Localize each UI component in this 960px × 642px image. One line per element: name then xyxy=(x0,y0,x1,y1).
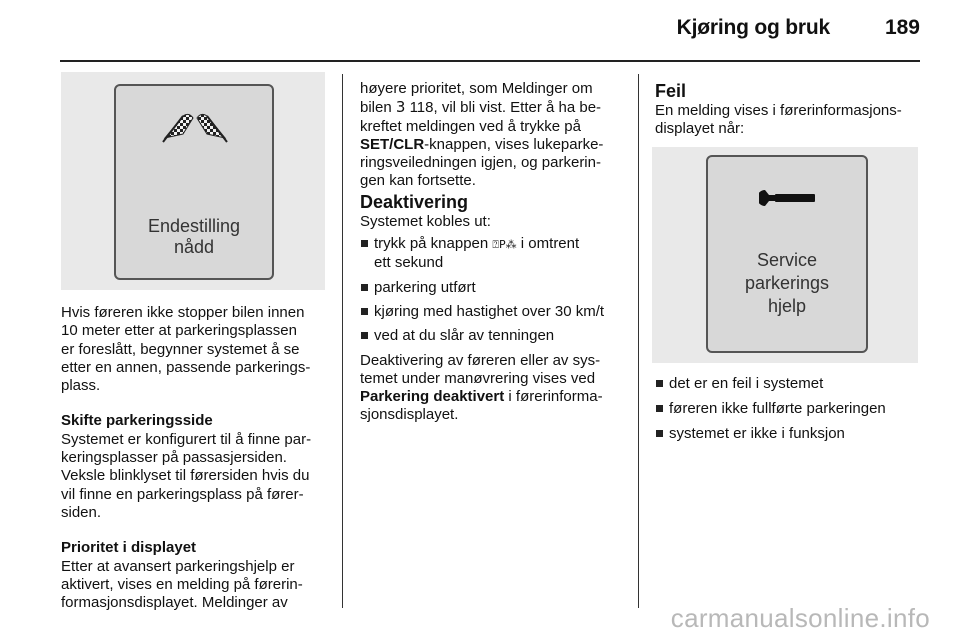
fault-list xyxy=(655,375,925,444)
column-2 xyxy=(360,80,628,425)
list-item: ved at du slår av tenningen xyxy=(360,327,628,345)
paragraph-search: Hvis føreren ikke stopper bilen innen 10 meter etter at parkeringsplassen er foreslått, begynner systemet å se etter en annen, passende parkerings- plass. xyxy=(61,304,311,395)
checkered-flags-icon xyxy=(159,108,231,144)
paragraph-deactivation-display: Deaktivering av føreren eller av sys- temet under manøvrering vises ved Parkering deaktivert i førerinforma- sjonsdisplayet. xyxy=(360,351,603,424)
watermark: carmanualsonline.info xyxy=(670,603,930,633)
list-item: systemet er ikke i funksjon xyxy=(655,425,925,443)
paragraph-priority-continued: høyere prioritet, som Meldinger om bilen 3 118, vil bli vist. Etter å ha be- kreftet meldingen ved å trykke på SET/CLR-knappen, vises lukeparke- ringsveiledningen igjen, og parkerin- gen kan fortsette. xyxy=(360,80,604,190)
list-item: det er en feil i systemet xyxy=(655,375,925,393)
page-reference-icon: 3 xyxy=(395,98,406,117)
column-divider xyxy=(342,74,343,608)
heading-deactivation: Deaktivering xyxy=(360,191,469,212)
subheading-priority: Prioritet i displayet xyxy=(61,539,197,557)
subheading-change-side: Skifte parkeringsside xyxy=(61,412,213,430)
list-item: parkering utført xyxy=(360,279,628,297)
paragraph-change-side: Systemet er konfigurert til å finne par- keringsplasser på passasjersiden. Veksle blinklyset til førersiden hvis du vil finne en parkeringsplass på fører- siden. xyxy=(61,430,312,521)
header-rule xyxy=(60,60,920,62)
fault-intro: En melding vises i førerinformasjons- displayet når: xyxy=(655,102,902,138)
deactivation-list xyxy=(360,235,628,345)
paragraph-priority: Etter at avansert parkeringshjelp er aktivert, vises en melding på førerin- formasjonsdisplayet. Meldinger av xyxy=(61,557,303,612)
heading-fault: Feil xyxy=(655,81,687,101)
end-position-figure xyxy=(61,72,325,290)
display-message: Service parkerings hjelp xyxy=(744,249,830,316)
service-figure xyxy=(652,147,918,363)
deactivation-intro: Systemet kobles ut: xyxy=(360,212,491,230)
display-message: Endestilling nådd xyxy=(147,216,241,257)
info-display xyxy=(114,84,274,280)
column-1 xyxy=(61,72,325,612)
page-title: Kjøring og bruk xyxy=(676,16,830,39)
list-item: trykk på knappen ⍰P⁂ i omtrent ett sekund xyxy=(360,235,628,273)
info-display xyxy=(706,155,868,353)
column-3 xyxy=(655,80,925,449)
wrench-icon xyxy=(759,185,817,211)
list-item: føreren ikke fullførte parkeringen xyxy=(655,400,925,418)
page-number: 189 xyxy=(884,16,920,39)
list-item: kjøring med hastighet over 30 km/t xyxy=(360,303,628,321)
parking-button-icon: ⍰P⁂ xyxy=(492,238,517,252)
column-divider xyxy=(638,74,639,608)
